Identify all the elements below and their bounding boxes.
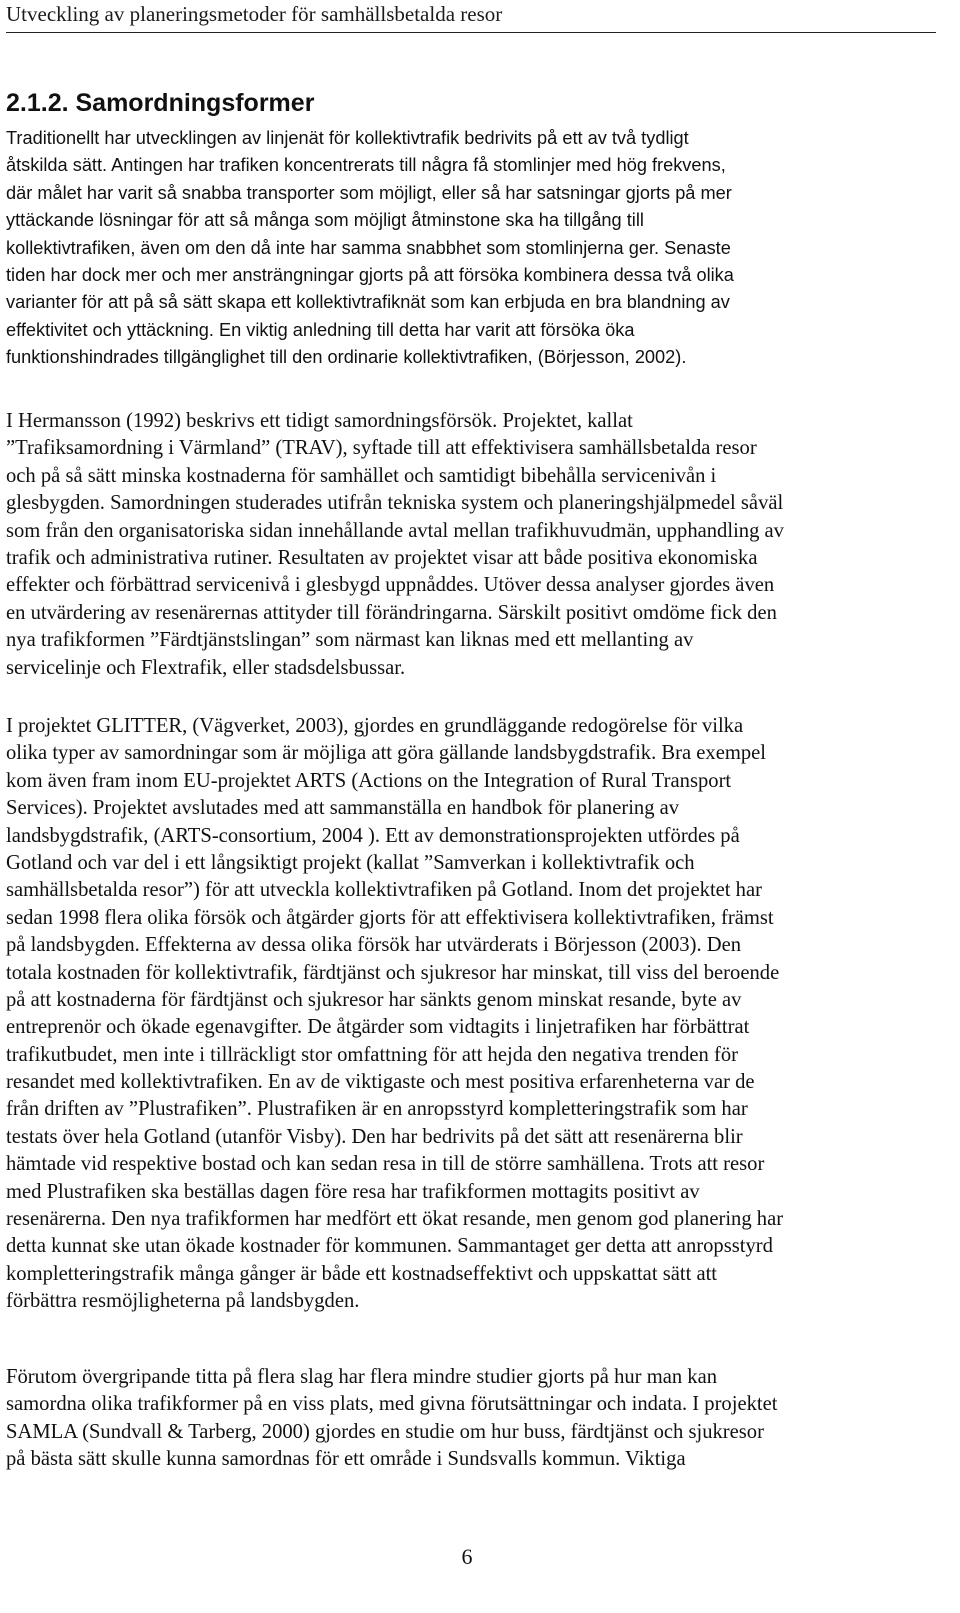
text-line: åtskilda sätt. Antingen har trafiken koncentrerats till några få stomlinjer med hög frekvens, (6, 155, 726, 176)
page-number: 6 (461, 1544, 473, 1569)
text-line: I Hermansson (1992) beskrivs ett tidigt samordningsförsök. Projektet, kallat (6, 410, 633, 432)
text-line: med Plustrafiken ska beställas dagen före resa har trafikformen mottagits positivt av (6, 1180, 700, 1203)
text-line: kom även fram inom EU-projektet ARTS (Actions on the Integration of Rural Transport (6, 769, 732, 792)
text-line: resenärerna. Den nya trafikformen har medfört ett ökat resande, men genom god planering har (6, 1208, 784, 1231)
header-divider (6, 32, 936, 33)
text-line: entreprenör och ökade egenavgifter. De åtgärder som vidtagits i linjetrafiken har förbättrat (6, 1016, 750, 1039)
text-line: nya trafikformen ”Färdtjänstslingan” som närmast kan liknas med ett mellanting av (6, 629, 694, 652)
text-line: samhällsbetalda resor”) för att utveckla kollektivtrafiken på Gotland. Inom det projektet har (6, 879, 762, 902)
text-line: funktionshindrades tillgänglighet till den ordinarie kollektivtrafiken, (Börjesson, 2002). (6, 347, 687, 368)
text-line: effektivitet och yttäckning. En viktig anledning till detta har varit att försöka öka (6, 319, 635, 340)
text-line: och på så sätt minska kostnaderna för samhället och samtidigt bibehålla servicenivån i (6, 464, 717, 487)
paragraph-samordningsformer-intro (6, 125, 936, 372)
text-line: där målet har varit så snabba transporter som möjligt, eller så har satsningar gjorts på mer (6, 182, 732, 203)
text-line: effekter och förbättrad servicenivå i glesbygd uppnåddes. Utöver dessa analyser gjordes även (6, 574, 775, 597)
text-line: på att kostnaderna för färdtjänst och sjukresor har sänkts genom minskat resande, byte av (6, 988, 742, 1011)
text-line: ”Trafiksamordning i Värmland” (TRAV), syftade till att effektivisera samhällsbetalda resor (6, 437, 757, 460)
text-line: SAMLA (Sundvall & Tarberg, 2000) gjordes en studie om hur buss, färdtjänst och sjukresor (6, 1420, 764, 1443)
paragraph-glitter-arts-gotland (6, 713, 936, 1316)
text-line: hämtade vid respektive bostad och kan sedan resa in till de större samhällena. Trots att resor (6, 1153, 765, 1176)
text-line: servicelinje och Flextrafik, eller stadsdelsbussar. (6, 656, 406, 679)
paragraph-hermansson-trav (6, 408, 936, 682)
text-line: olika typer av samordningar som är möjliga att göra gällande landsbygdstrafik. Bra exempel (6, 742, 767, 765)
text-line: förbättra resmöjligheterna på landsbygden. (6, 1290, 360, 1313)
text-line: sedan 1998 flera olika försök och åtgärder gjorts för att effektivisera kollektivtrafiken, främst (6, 906, 774, 929)
text-line: trafik och administrativa rutiner. Resultaten av projektet visar att både positiva ekonomiska (6, 546, 758, 569)
text-line: I projektet GLITTER, (Vägverket, 2003), gjordes en grundläggande redogörelse för vilka (6, 715, 744, 737)
text-line: som från den organisatoriska sidan innehållande avtal mellan trafikhuvudmän, upphandling av (6, 519, 784, 542)
text-line: på landsbygden. Effekterna av dessa olika försök har utvärderats i Börjesson (2003). Den (6, 934, 742, 957)
text-line: resandet med kollektivtrafiken. En av de viktigaste och mest positiva erfarenheterna var de (6, 1071, 755, 1094)
text-line: detta kunnat ske utan ökade kostnader för kommunen. Sammantaget ger detta att anropsstyrd (6, 1235, 773, 1258)
text-line: totala kostnaden för kollektivtrafik, färdtjänst och sjukresor har minskat, till viss del beroende (6, 961, 780, 984)
text-line: Förutom övergripande titta på flera slag har flera mindre studier gjorts på hur man kan (6, 1366, 718, 1388)
text-line: Gotland och var del i ett långsiktigt projekt (kallat ”Samverkan i kollektivtrafik och (6, 851, 695, 874)
text-line: glesbygden. Samordningen studerades utifrån tekniska system och planeringshjälpmedel såväl (6, 492, 784, 515)
text-line: kollektivtrafiken, även om den då inte har samma snabbhet som stomlinjerna ger. Senaste (6, 237, 731, 258)
running-header: Utveckling av planeringsmetoder för samhällsbetalda resor (6, 2, 503, 26)
text-line: Traditionellt har utvecklingen av linjenät för kollektivtrafik bedrivits på ett av två tydligt (6, 128, 689, 148)
text-line: från driften av ”Plustrafiken”. Plustrafiken är en anropsstyrd kompletteringstrafik som har (6, 1098, 748, 1121)
text-line: varianter för att på så sätt skapa ett kollektivtrafiknät som kan erbjuda en bra blandning av (6, 292, 730, 313)
section-heading: 2.1.2. Samordningsformer (6, 89, 315, 117)
text-line: tiden har dock mer och mer ansträngningar gjorts på att försöka kombinera dessa två olika (6, 264, 734, 285)
text-line: landsbygdstrafik, (ARTS-consortium, 2004 ). Ett av demonstrationsprojekten utfördes på (6, 824, 740, 847)
paragraph-samla-sundsvall (6, 1364, 936, 1474)
text-line: Services). Projektet avslutades med att sammanställa en handbok för planering av (6, 797, 680, 820)
text-line: samordna olika trafikformer på en viss plats, med givna förutsättningar och indata. I projektet (6, 1393, 778, 1416)
text-line: en utvärdering av resenärernas attityder till förändringarna. Särskilt positivt omdöme fick den (6, 601, 777, 624)
text-line: yttäckande lösningar för att så många som möjligt åtminstone ska ha tillgång till (6, 210, 644, 231)
text-line: testats över hela Gotland (utanför Visby). Den har bedrivits på det sätt att resenärerna blir (6, 1125, 743, 1148)
text-line: kompletteringstrafik många gånger är både ett kostnadseffektivt och uppskattat sätt att (6, 1262, 718, 1285)
text-line: på bästa sätt skulle kunna samordnas för ett område i Sundsvalls kommun. Viktiga (6, 1448, 686, 1471)
text-line: trafikutbudet, men inte i tillräckligt stor omfattning för att hejda den negativa trenden för (6, 1043, 738, 1066)
